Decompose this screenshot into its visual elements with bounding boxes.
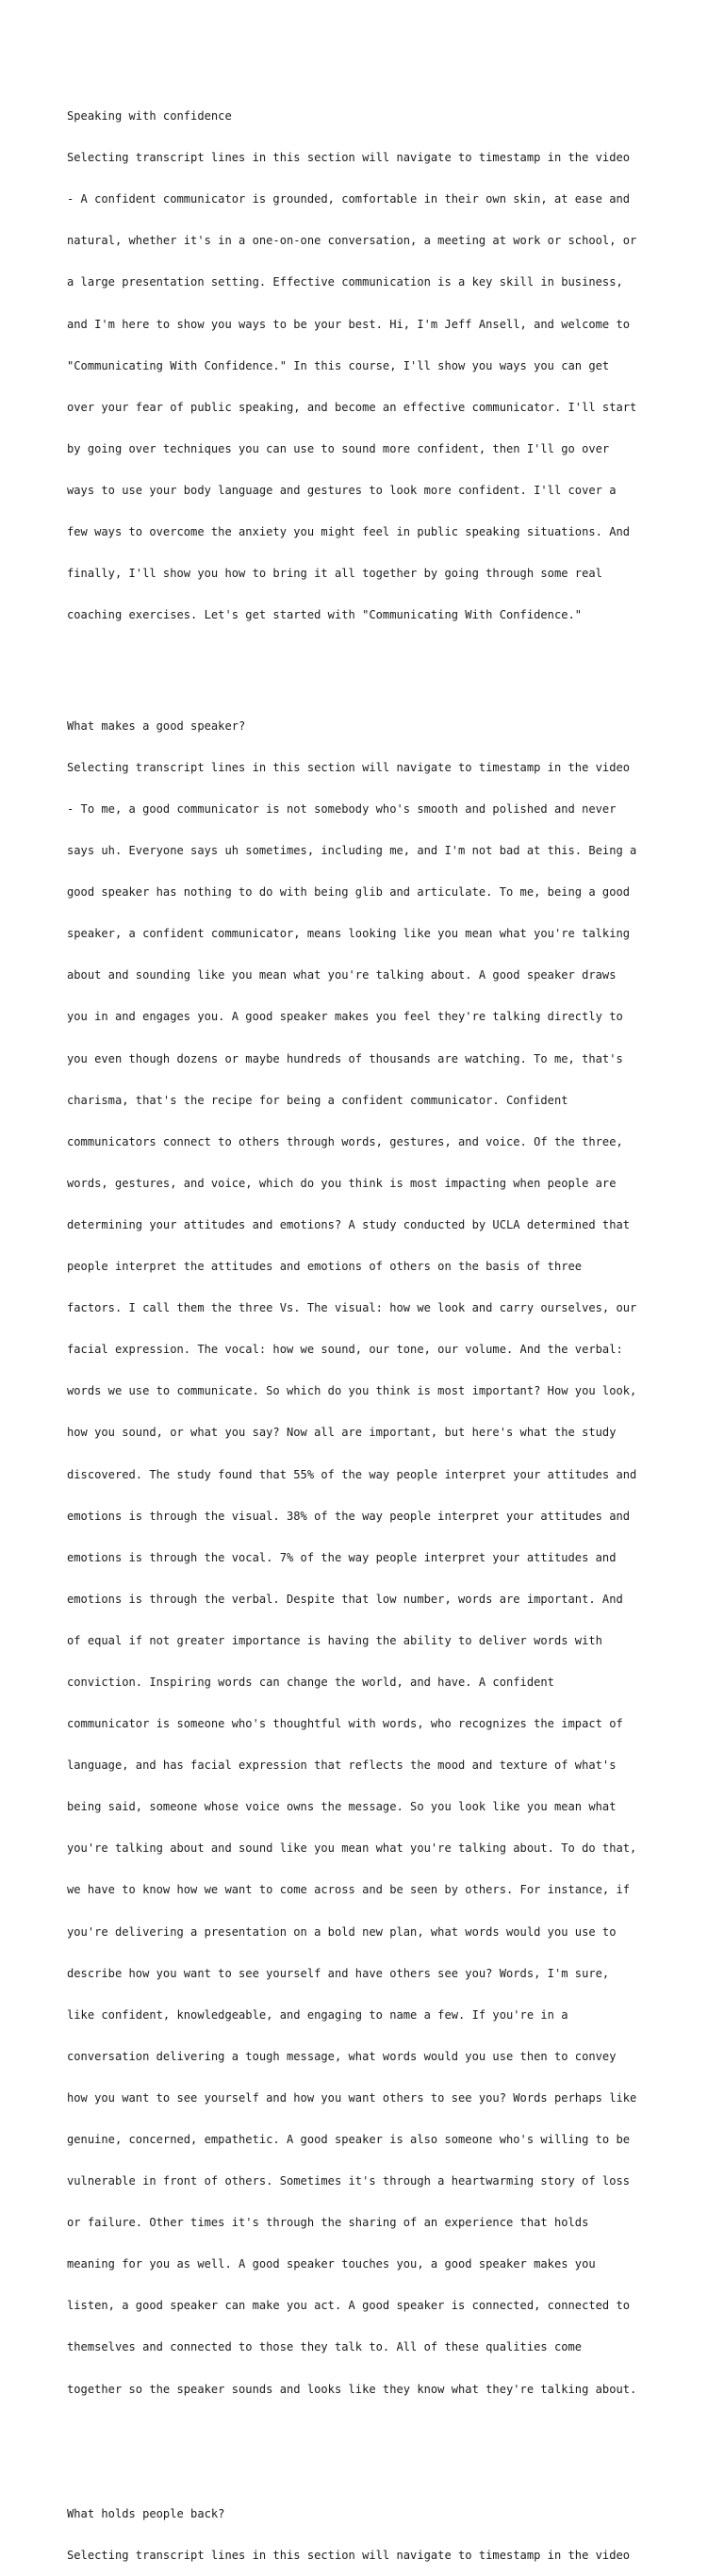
transcript-line[interactable]: conversation delivering a tough message, what words would you use then to convey	[67, 2049, 617, 2063]
transcript-line[interactable]: emotions is through the verbal. Despite that low number, words are important. And	[67, 1592, 623, 1606]
transcript-line[interactable]: words we use to communicate. So which do you think is most important? How you look,	[67, 1384, 637, 1398]
transcript-line[interactable]: Selecting transcript lines in this section will navigate to timestamp in the video	[67, 760, 631, 774]
transcript-line[interactable]: Selecting transcript lines in this section will navigate to timestamp in the video	[67, 151, 631, 165]
transcript-line[interactable]: you're delivering a presentation on a bold new plan, what words would you use to	[67, 1924, 617, 1939]
transcript-line[interactable]: how you want to see yourself and how you want others to see you? Words perhaps like	[67, 2090, 637, 2105]
transcript-line[interactable]: language, and has facial expression that reflects the mood and texture of what's	[67, 1759, 617, 1773]
transcript-line[interactable]: good speaker has nothing to do with being glib and articulate. To me, being a good	[67, 885, 631, 900]
section-heading-what-holds-people-back: What holds people back?	[67, 2506, 225, 2520]
section-heading-speaking-with-confidence: Speaking with confidence	[67, 109, 232, 124]
transcript-line[interactable]: you even though dozens or maybe hundreds of thousands are watching. To me, that's	[67, 1051, 623, 1065]
transcript-line[interactable]: Selecting transcript lines in this section will navigate to timestamp in the video	[67, 2548, 631, 2562]
transcript-line[interactable]: coaching exercises. Let's get started with "Communicating With Confidence."	[67, 608, 583, 622]
transcript-line[interactable]: people interpret the attitudes and emotions of others on the basis of three	[67, 1260, 583, 1274]
transcript-line[interactable]: - A confident communicator is grounded, comfortable in their own skin, at ease and	[67, 192, 631, 206]
transcript-line[interactable]: charisma, that's the recipe for being a confident communicator. Confident	[67, 1093, 568, 1107]
transcript-line[interactable]: determining your attitudes and emotions? A study conducted by UCLA determined that	[67, 1217, 631, 1231]
transcript-line[interactable]: speaker, a confident communicator, means looking like you mean what you're talking	[67, 927, 631, 941]
transcript-document	[67, 68, 670, 2576]
transcript-line[interactable]: and I'm here to show you ways to be your best. Hi, I'm Jeff Ansell, and welcome to	[67, 317, 631, 331]
transcript-line[interactable]: you in and engages you. A good speaker makes you feel they're talking directly to	[67, 1010, 623, 1024]
transcript-line[interactable]: communicators connect to others through words, gestures, and voice. Of the three,	[67, 1134, 623, 1148]
transcript-line[interactable]: communicator is someone who's thoughtful with words, who recognizes the impact of	[67, 1717, 623, 1731]
transcript-line[interactable]: conviction. Inspiring words can change the world, and have. A confident	[67, 1675, 554, 1689]
transcript-line[interactable]: discovered. The study found that 55% of the way people interpret your attitudes and	[67, 1467, 637, 1481]
transcript-line[interactable]: natural, whether it's in a one-on-one conversation, a meeting at work or school, or	[67, 234, 637, 248]
transcript-line[interactable]: emotions is through the vocal. 7% of the way people interpret your attitudes and	[67, 1550, 617, 1564]
transcript-line[interactable]: you're talking about and sound like you mean what you're talking about. To do that,	[67, 1841, 637, 1856]
transcript-line[interactable]: few ways to overcome the anxiety you might feel in public speaking situations. And	[67, 525, 631, 539]
transcript-line[interactable]: vulnerable in front of others. Sometimes it's through a heartwarming story of loss	[67, 2174, 631, 2188]
transcript-line[interactable]: a large presentation setting. Effective communication is a key skill in business,	[67, 275, 623, 289]
transcript-line[interactable]: - To me, a good communicator is not somebody who's smooth and polished and never	[67, 802, 617, 817]
transcript-line[interactable]: or failure. Other times it's through the sharing of an experience that holds	[67, 2216, 589, 2230]
transcript-line[interactable]: together so the speaker sounds and looks like they know what they're talking about.	[67, 2382, 637, 2396]
transcript-line[interactable]: says uh. Everyone says uh sometimes, including me, and I'm not bad at this. Being a	[67, 844, 637, 858]
transcript-line[interactable]: listen, a good speaker can make you act. A good speaker is connected, connected to	[67, 2299, 631, 2313]
transcript-line[interactable]: by going over techniques you can use to sound more confident, then I'll go over	[67, 441, 610, 455]
transcript-line[interactable]: factors. I call them the three Vs. The visual: how we look and carry ourselves, our	[67, 1301, 637, 1315]
transcript-line[interactable]: "Communicating With Confidence." In this course, I'll show you ways you can get	[67, 358, 610, 372]
section-spacer	[67, 650, 670, 664]
transcript-line[interactable]: like confident, knowledgeable, and engaging to name a few. If you're in a	[67, 2007, 568, 2022]
transcript-line[interactable]: of equal if not greater importance is having the ability to deliver words with	[67, 1633, 602, 1647]
transcript-line[interactable]: finally, I'll show you how to bring it all together by going through some real	[67, 567, 602, 581]
section-heading-what-makes-a-good-speaker: What makes a good speaker?	[67, 718, 246, 733]
transcript-line[interactable]: how you sound, or what you say? Now all are important, but here's what the study	[67, 1426, 617, 1440]
transcript-line[interactable]: about and sounding like you mean what you're talking about. A good speaker draws	[67, 968, 617, 983]
transcript-line[interactable]: ways to use your body language and gestures to look more confident. I'll cover a	[67, 483, 617, 497]
transcript-line[interactable]: we have to know how we want to come across and be seen by others. For instance, if	[67, 1883, 631, 1897]
section-spacer	[67, 2424, 670, 2452]
transcript-line[interactable]: being said, someone whose voice owns the message. So you look like you mean what	[67, 1800, 617, 1814]
transcript-line[interactable]: emotions is through the visual. 38% of the way people interpret your attitudes and	[67, 1509, 631, 1523]
transcript-line[interactable]: genuine, concerned, empathetic. A good speaker is also someone who's willing to be	[67, 2133, 631, 2147]
transcript-line[interactable]: words, gestures, and voice, which do you think is most impacting when people are	[67, 1176, 617, 1190]
transcript-line[interactable]: describe how you want to see yourself and have others see you? Words, I'm sure,	[67, 1966, 610, 1980]
transcript-line[interactable]: facial expression. The vocal: how we sound, our tone, our volume. And the verbal:	[67, 1343, 623, 1357]
transcript-line[interactable]: over your fear of public speaking, and become an effective communicator. I'll start	[67, 400, 637, 414]
transcript-line[interactable]: themselves and connected to those they talk to. All of these qualities come	[67, 2340, 583, 2354]
transcript-line[interactable]: meaning for you as well. A good speaker touches you, a good speaker makes you	[67, 2257, 596, 2271]
